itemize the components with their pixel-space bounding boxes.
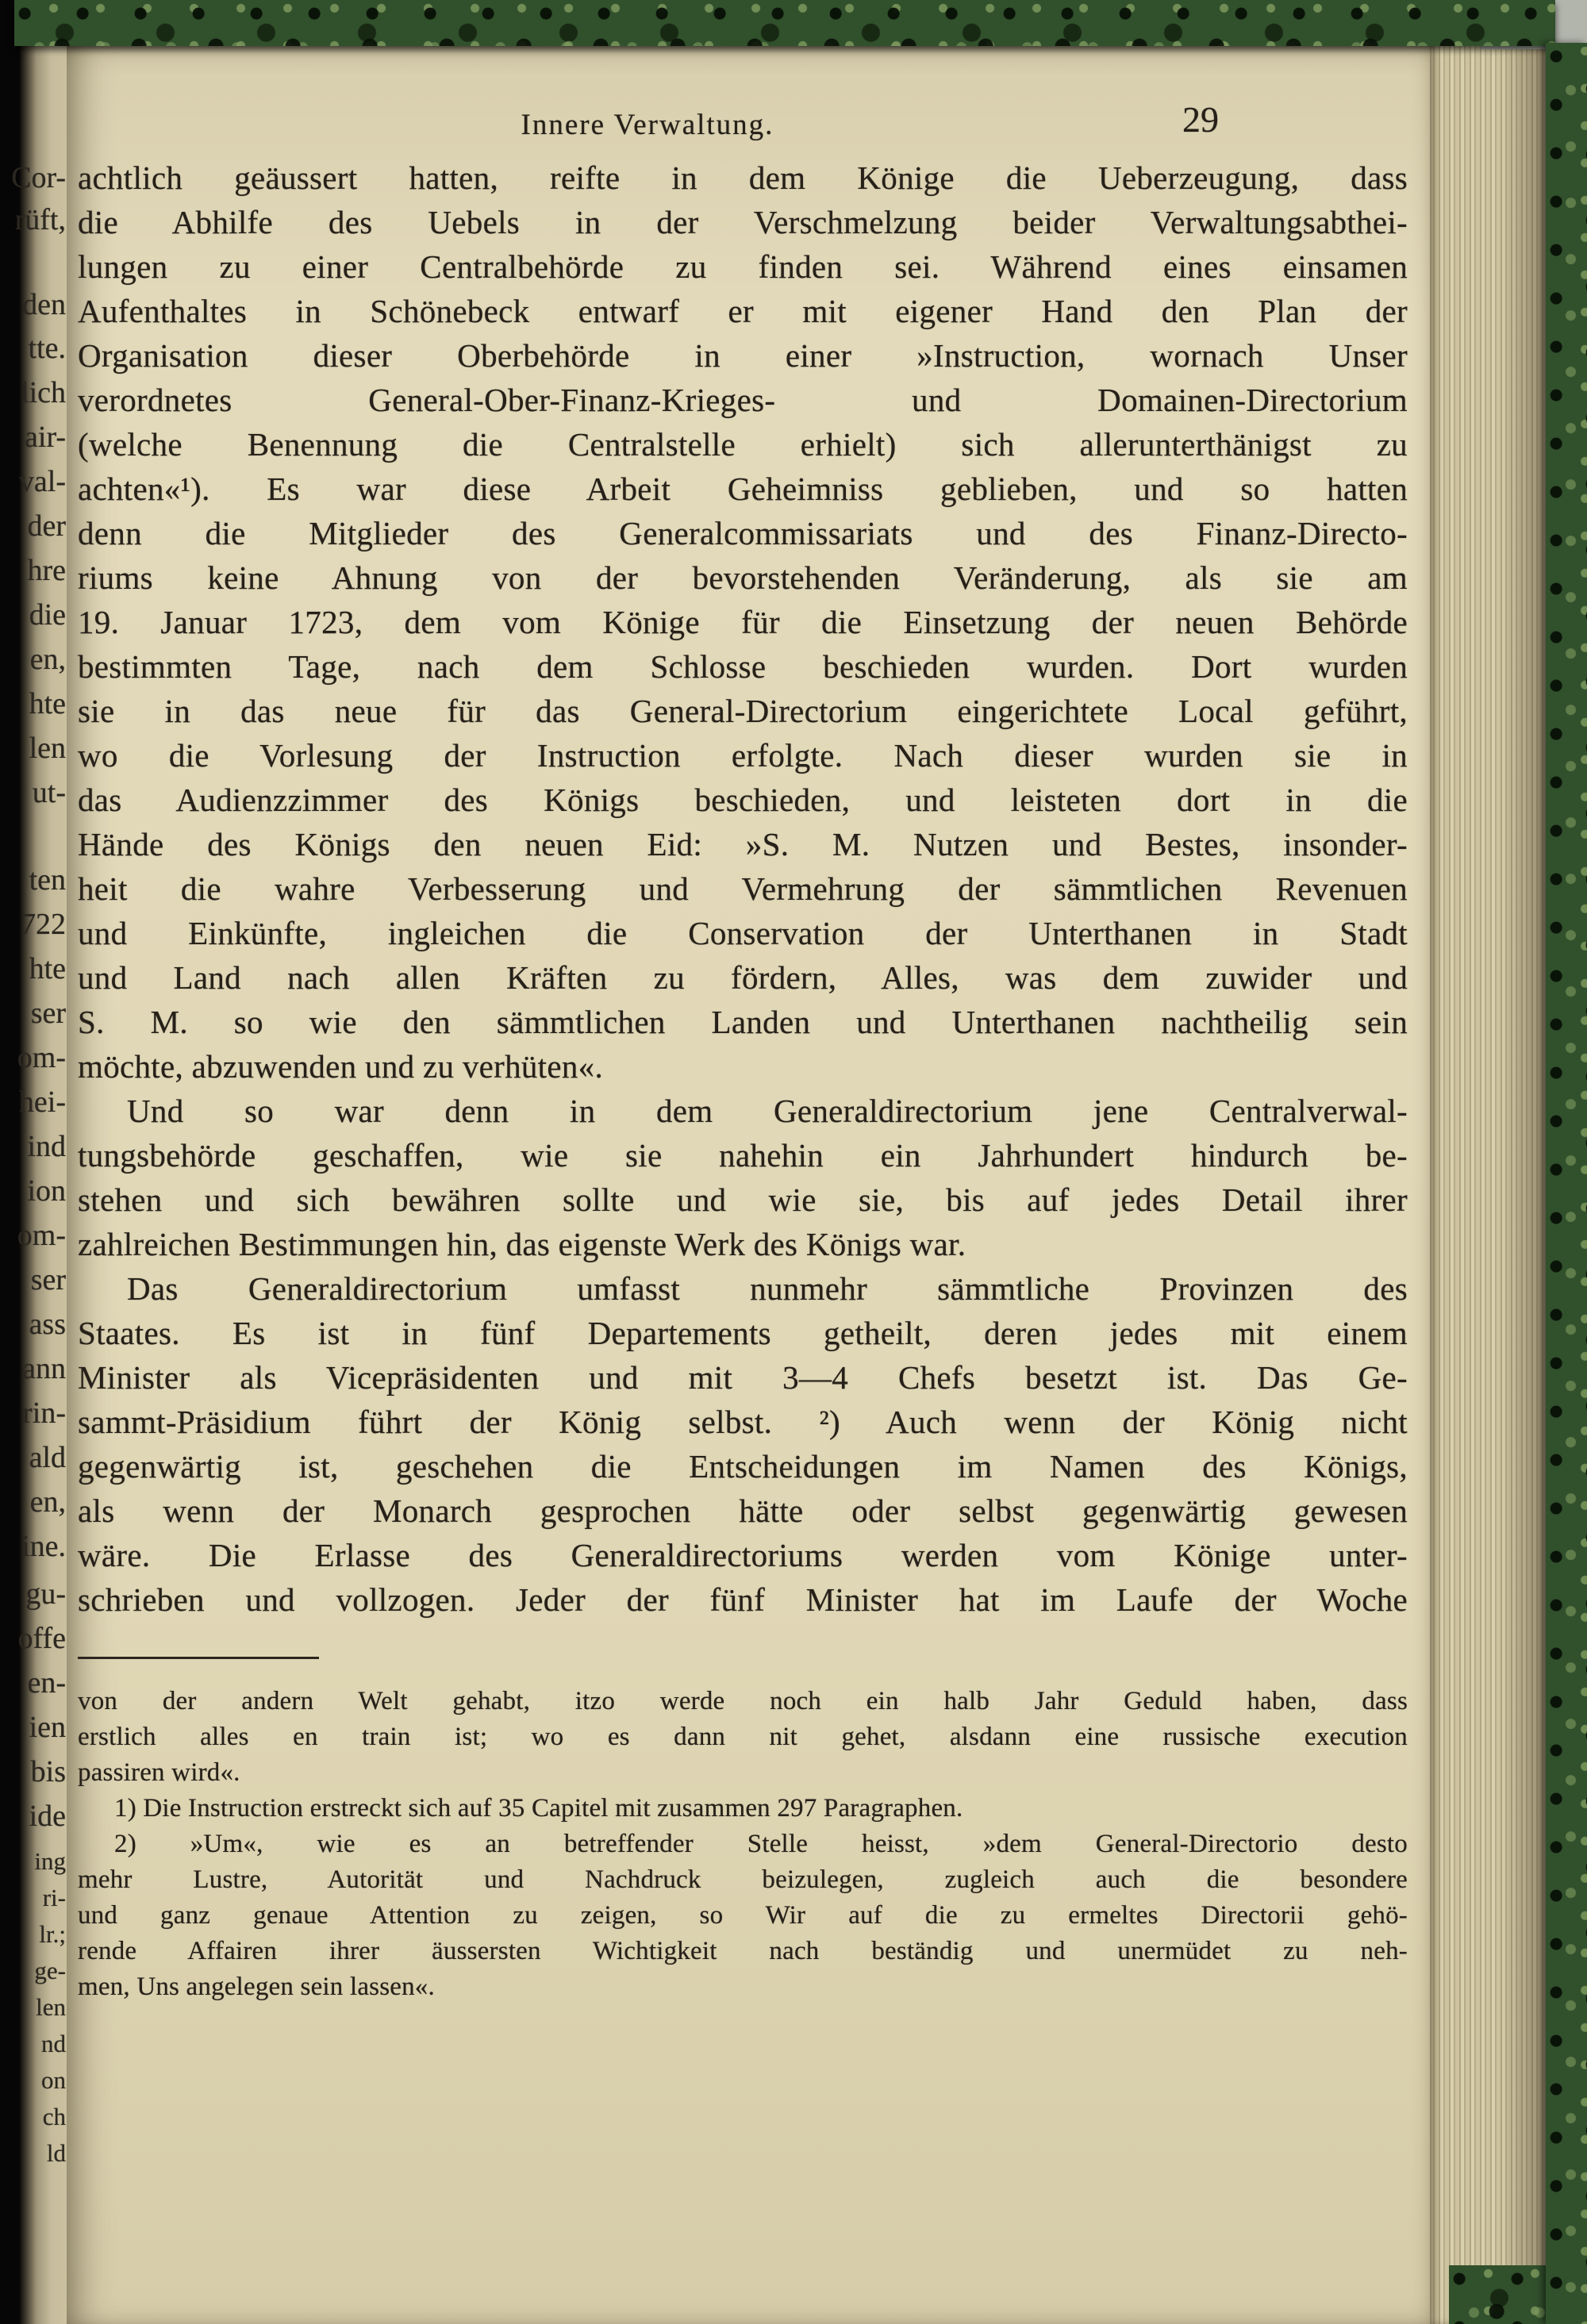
body-line: Staates. Es ist in fünf Departements getheilt, deren jedes mit einem [78, 1315, 1408, 1351]
body-line: Minister als Vicepräsidenten und mit 3—4 Chefs besetzt ist. Das Ge- [78, 1359, 1408, 1396]
margin-text-fragment: ten [29, 863, 66, 897]
body-line: als wenn der Monarch gesprochen hätte oder selbst gegenwärtig gewesen [78, 1492, 1408, 1529]
footnotes [78, 1684, 1408, 2005]
body-line: (welche Benennung die Centralstelle erhielt) sich allerunterthänigst zu [78, 426, 1408, 463]
margin-text-fragment: 722 [21, 908, 66, 941]
body-line: sammt-Präsidium führt der König selbst. ²) Auch wenn der König nicht [78, 1404, 1408, 1440]
body-text [78, 156, 1408, 1622]
body-line: und Land nach allen Kräften zu fördern, Alles, was dem zuwider und [78, 959, 1408, 996]
footnote-line: men, Uns angelegen sein lassen«. [78, 1973, 435, 2001]
margin-text-fragment: hte [29, 687, 66, 720]
page-header [78, 99, 1408, 152]
body-line: schrieben und vollzogen. Jeder der fünf Minister hat im Laufe der Woche [78, 1581, 1408, 1618]
margin-text-fragment: offe [17, 1622, 66, 1655]
margin-text-fragment: gu- [25, 1577, 66, 1611]
margin-text-fragment: ide [29, 1800, 66, 1833]
margin-text-fragment: ind [27, 1130, 66, 1163]
margin-text-fragment: ass [29, 1308, 66, 1341]
margin-text-fragment: lich [21, 376, 66, 409]
margin-text-fragment: en- [27, 1666, 66, 1700]
margin-text-fragment: air- [25, 421, 66, 454]
body-line: riums keine Ahnung von der bevorstehenden Veränderung, als sie am [78, 559, 1408, 596]
body-line: 19. Januar 1723, dem vom Könige für die Einsetzung der neuen Behörde [78, 604, 1408, 640]
margin-text-fragment: Cor- [11, 161, 66, 194]
margin-text-fragment: die [29, 598, 66, 632]
body-line: denn die Mitglieder des Generalcommissariats und des Finanz-Directo- [78, 515, 1408, 551]
margin-text-fragment: val- [18, 465, 66, 498]
margin-text-fragment: der [27, 509, 66, 543]
body-line: die Abhilfe des Uebels in der Verschmelzung beider Verwaltungsabthei- [78, 204, 1408, 240]
margin-text-fragment: rüft, [14, 203, 66, 236]
body-line: bestimmten Tage, nach dem Schlosse beschieden wurden. Dort wurden [78, 648, 1408, 685]
margin-text-fragment: lr.; [39, 1920, 66, 1948]
margin-text-fragment: om- [17, 1219, 66, 1252]
body-line: Und so war denn in dem Generaldirectorium jene Centralverwal- [127, 1093, 1408, 1129]
footnote-line: und ganz genaue Attention zu zeigen, so Wir auf die zu ermeltes Directorii gehö- [78, 1901, 1408, 1930]
margin-text-fragment: en, [29, 643, 66, 676]
body-line: gegenwärtig ist, geschehen die Entscheidungen im Namen des Königs, [78, 1448, 1408, 1485]
body-line: das Audienzzimmer des Königs beschieden, und leisteten dort in die [78, 782, 1408, 818]
margin-text-fragment: hre [27, 554, 66, 587]
footnote-line: 1) Die Instruction erstreckt sich auf 35 Capitel mit zusammen 297 Paragraphen. [114, 1794, 963, 1823]
body-line: Hände des Königs den neuen Eid: »S. M. Nutzen und Bestes, insonder- [78, 826, 1408, 862]
margin-text-fragment: ing [34, 1847, 66, 1875]
body-line: und Einkünfte, ingleichen die Conservation der Unterthanen in Stadt [78, 915, 1408, 951]
book-cover-top-edge [14, 0, 1555, 46]
margin-text-fragment: ld [46, 2139, 66, 2167]
margin-text-fragment: tte. [28, 332, 66, 365]
book-cover-right-edge [1546, 43, 1587, 2324]
margin-text-fragment: len [29, 732, 66, 765]
margin-text-fragment: ine. [21, 1530, 66, 1563]
page-number: 29 [1182, 99, 1219, 140]
margin-text-fragment: ri- [42, 1884, 66, 1911]
footnote-line: 2) »Um«, wie es an betreffender Stelle heisst, »dem General-Directorio desto [114, 1830, 1408, 1858]
body-line: Das Generaldirectorium umfasst nunmehr sämmtliche Provinzen des [127, 1270, 1408, 1307]
body-line: lungen zu einer Centralbehörde zu finden sei. Während eines einsamen [78, 248, 1408, 285]
margin-text-fragment: on [41, 2066, 66, 2094]
body-line: sie in das neue für das General-Directorium eingerichtete Local geführt, [78, 693, 1408, 729]
margin-text-fragment: om- [17, 1041, 66, 1074]
footnote-line: von der andern Welt gehabt, itzo werde noch ein halb Jahr Geduld haben, dass [78, 1687, 1408, 1715]
margin-text-fragment: hei- [18, 1085, 66, 1119]
margin-text-fragment: den [22, 288, 66, 321]
body-line: S. M. so wie den sämmtlichen Landen und Unterthanen nachtheilig sein [78, 1004, 1408, 1040]
footnote-line: rende Affairen ihrer äussersten Wichtigkeit nach beständig und unermüdet zu neh- [78, 1937, 1408, 1965]
margin-text-fragment: ge- [34, 1957, 66, 1984]
body-line: möchte, abzuwenden und zu verhüten«. [78, 1048, 604, 1085]
body-line: Aufenthaltes in Schönebeck entwarf er mit eigener Hand den Plan der [78, 293, 1408, 329]
margin-text-fragment: rin- [22, 1396, 66, 1430]
margin-text-fragment: len [36, 1993, 66, 2021]
body-line: achtlich geäussert hatten, reifte in dem Könige die Ueberzeugung, dass [78, 159, 1408, 196]
margin-text-fragment: hte [29, 952, 66, 985]
margin-text-fragment: nd [41, 2030, 66, 2057]
margin-text-fragment: ien [29, 1711, 66, 1744]
margin-text-fragment: ann [22, 1352, 66, 1385]
body-line: heit die wahre Verbesserung und Vermehrung der sämmtlichen Revenuen [78, 870, 1408, 907]
body-line: wäre. Die Erlasse des Generaldirectoriums werden vom Könige unter- [78, 1537, 1408, 1573]
margin-text-fragment: ald [29, 1441, 66, 1474]
margin-text-fragment: ch [42, 2103, 66, 2130]
footnote-line: mehr Lustre, Autorität und Nachdruck beizulegen, zugleich auch die besondere [78, 1865, 1408, 1894]
running-title: Innere Verwaltung. [521, 109, 774, 141]
margin-text-fragment: ut- [32, 776, 66, 809]
body-line: verordnetes General-Ober-Finanz-Krieges- und Domainen-Directorium [78, 382, 1408, 418]
body-line: tungsbehörde geschaffen, wie sie nahehin ein Jahrhundert hindurch be- [78, 1137, 1408, 1174]
margin-text-fragment: ser [30, 1263, 66, 1296]
margin-text-fragment: ion [27, 1174, 66, 1208]
footnote-separator-rule [78, 1657, 319, 1659]
footnote-line: passiren wird«. [78, 1758, 240, 1787]
margin-text-fragment: en, [29, 1485, 66, 1519]
book-page [67, 40, 1436, 2324]
margin-text-fragment: ser [30, 997, 66, 1030]
body-line: stehen und sich bewähren sollte und wie sie, bis auf jedes Detail ihrer [78, 1181, 1408, 1218]
body-line: Organisation dieser Oberbehörde in einer »Instruction, wornach Unser [78, 337, 1408, 374]
body-line: wo die Vorlesung der Instruction erfolgte. Nach dieser wurden sie in [78, 737, 1408, 774]
footnote-line: erstlich alles en train ist; wo es dann nit gehet, alsdann eine russische execution [78, 1723, 1408, 1751]
book-cover-bottom-corner [1449, 2265, 1552, 2324]
body-line: zahlreichen Bestimmungen hin, das eigenste Werk des Königs war. [78, 1226, 966, 1262]
margin-text-fragment: bis [30, 1755, 66, 1788]
body-line: achten«¹). Es war diese Arbeit Geheimniss geblieben, und so hatten [78, 471, 1408, 507]
page-stack-fore-edge [1430, 41, 1555, 2324]
